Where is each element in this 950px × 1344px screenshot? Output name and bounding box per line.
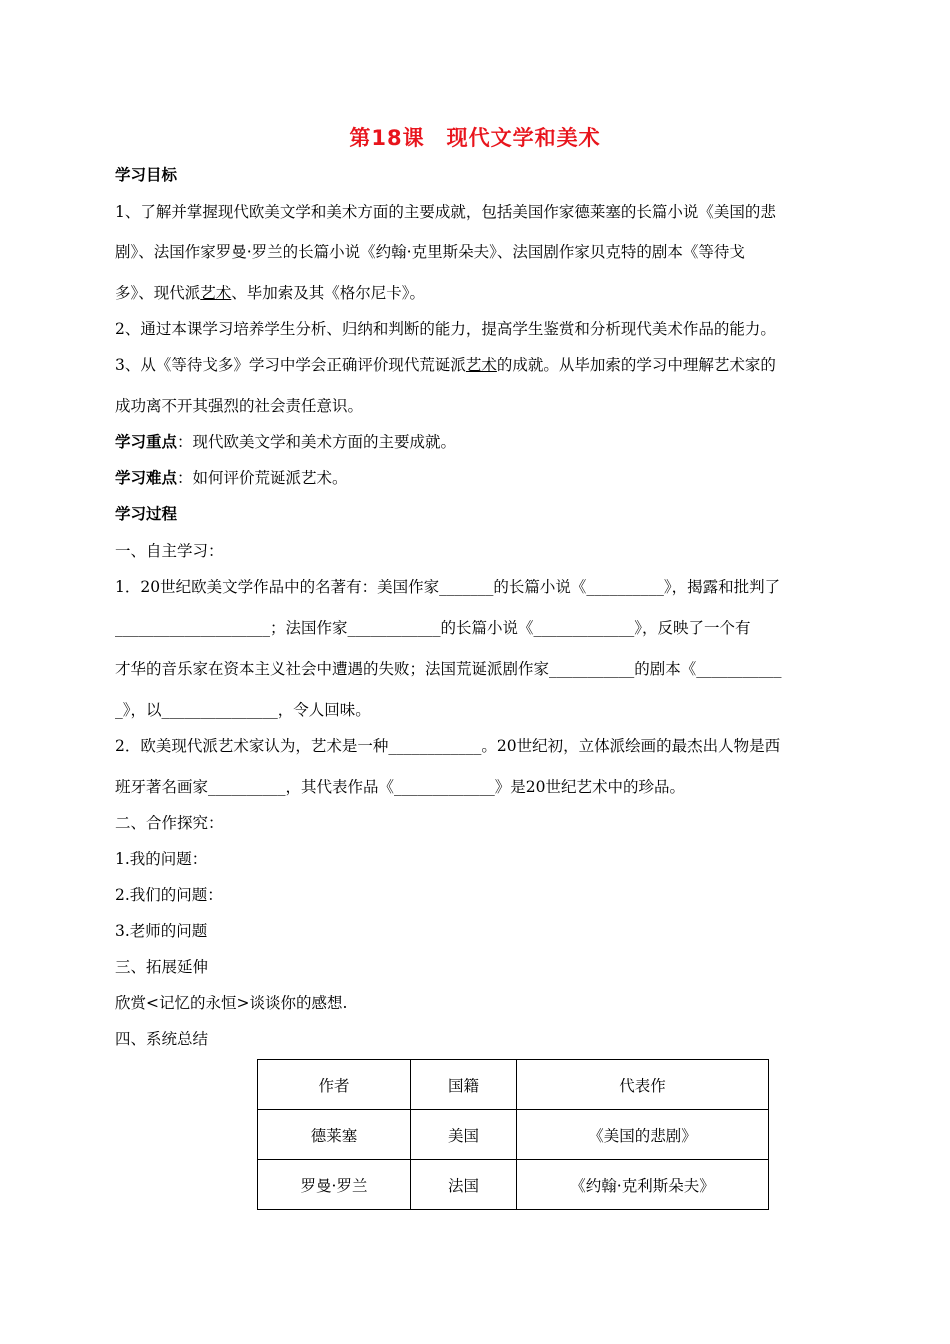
header-nationality: 国籍 — [411, 1060, 517, 1110]
summary-table — [257, 1059, 769, 1210]
key-points — [115, 430, 835, 452]
difficult-points-label: 学习难点 — [115, 469, 178, 487]
discussion-item-3: 3.老师的问题 — [115, 922, 208, 940]
objective-1-line-1: 1、了解并掌握现代欧美文学和美术方面的主要成就，包括美国作家德莱塞的长篇小说《美国的悲 — [115, 203, 776, 221]
header-author: 作者 — [258, 1060, 411, 1110]
question-1-line-3: 才华的音乐家在资本主义社会中遭遇的失败；法国荒诞派剧作家___________的剧本《___________ — [115, 660, 782, 678]
objective-2: 2、通过本课学习培养学生分析、归纳和判断的能力，提高学生鉴赏和分析现代美术作品的能力。 — [115, 320, 776, 338]
table-cell: 法国 — [411, 1160, 517, 1210]
question-1-line-1: 1．20世纪欧美文学作品中的名著有：美国作家_______的长篇小说《__________》，揭露和批判了 — [115, 578, 781, 596]
objective-3-line-1-start: 3、从《等待戈多》学习中学会正确评价现代荒诞派 — [115, 356, 466, 374]
objective-1-line-3 — [115, 281, 835, 303]
question-2-line-1: 2．欧美现代派艺术家认为，艺术是一种____________。20世纪初，立体派绘画的最杰出人物是西 — [115, 737, 781, 755]
key-points-text: ：现代欧美文学和美术方面的主要成就。 — [177, 433, 457, 451]
key-points-label: 学习重点 — [115, 433, 178, 451]
page-title: 第18课 现代文学和美术 — [349, 126, 601, 150]
objectives-heading: 学习目标 — [115, 166, 178, 184]
difficult-points — [115, 466, 835, 488]
table-row — [258, 1110, 769, 1160]
objective-3-line-1-end: 的成就。从毕加索的学习中理解艺术家的 — [496, 356, 776, 374]
table-cell: 罗曼·罗兰 — [258, 1160, 411, 1210]
discussion-item-1: 1.我的问题： — [115, 850, 208, 868]
question-2-line-2: 班牙著名画家__________，其代表作品《_____________》是20世纪艺术中的珍品。 — [115, 778, 685, 796]
objective-1-line-2: 剧》、法国作家罗曼·罗兰的长篇小说《约翰·克里斯朵夫》、法国剧作家贝克特的剧本《等待戈 — [115, 243, 745, 261]
section-1-heading: 一、自主学习： — [115, 542, 224, 560]
objective-1-line-3-end: 、毕加索及其《格尔尼卡》。 — [231, 284, 426, 302]
table-cell: 《美国的悲剧》 — [517, 1110, 769, 1160]
table-cell: 《约翰·克利斯朵夫》 — [517, 1160, 769, 1210]
extension-text: 欣赏<记忆的永恒>谈谈你的感想. — [115, 994, 348, 1012]
table-cell: 德莱塞 — [258, 1110, 411, 1160]
objective-3-line-1 — [115, 353, 835, 375]
question-1-line-4: _》，以_______________，令人回味。 — [115, 701, 371, 719]
process-heading: 学习过程 — [115, 505, 178, 523]
section-3-heading: 三、拓展延伸 — [115, 958, 209, 976]
objective-3-line-2: 成功离不开其强烈的社会责任意识。 — [115, 397, 364, 415]
section-4-heading: 四、系统总结 — [115, 1030, 209, 1048]
question-1-line-2: ____________________；法国作家____________的长篇小说《_____________》，反映了一个有 — [115, 619, 751, 637]
section-2-heading: 二、合作探究： — [115, 814, 224, 832]
table-header-row — [258, 1060, 769, 1110]
objective-3-underlined-term: 艺术 — [465, 356, 497, 374]
discussion-item-2: 2.我们的问题： — [115, 886, 223, 904]
difficult-points-text: ：如何评价荒诞派艺术。 — [177, 469, 348, 487]
header-representative-work: 代表作 — [517, 1060, 769, 1110]
objective-1-line-3-start: 多》、现代派 — [115, 284, 201, 302]
table-row — [258, 1160, 769, 1210]
objective-1-underlined-term: 艺术 — [200, 284, 232, 302]
table-cell: 美国 — [411, 1110, 517, 1160]
